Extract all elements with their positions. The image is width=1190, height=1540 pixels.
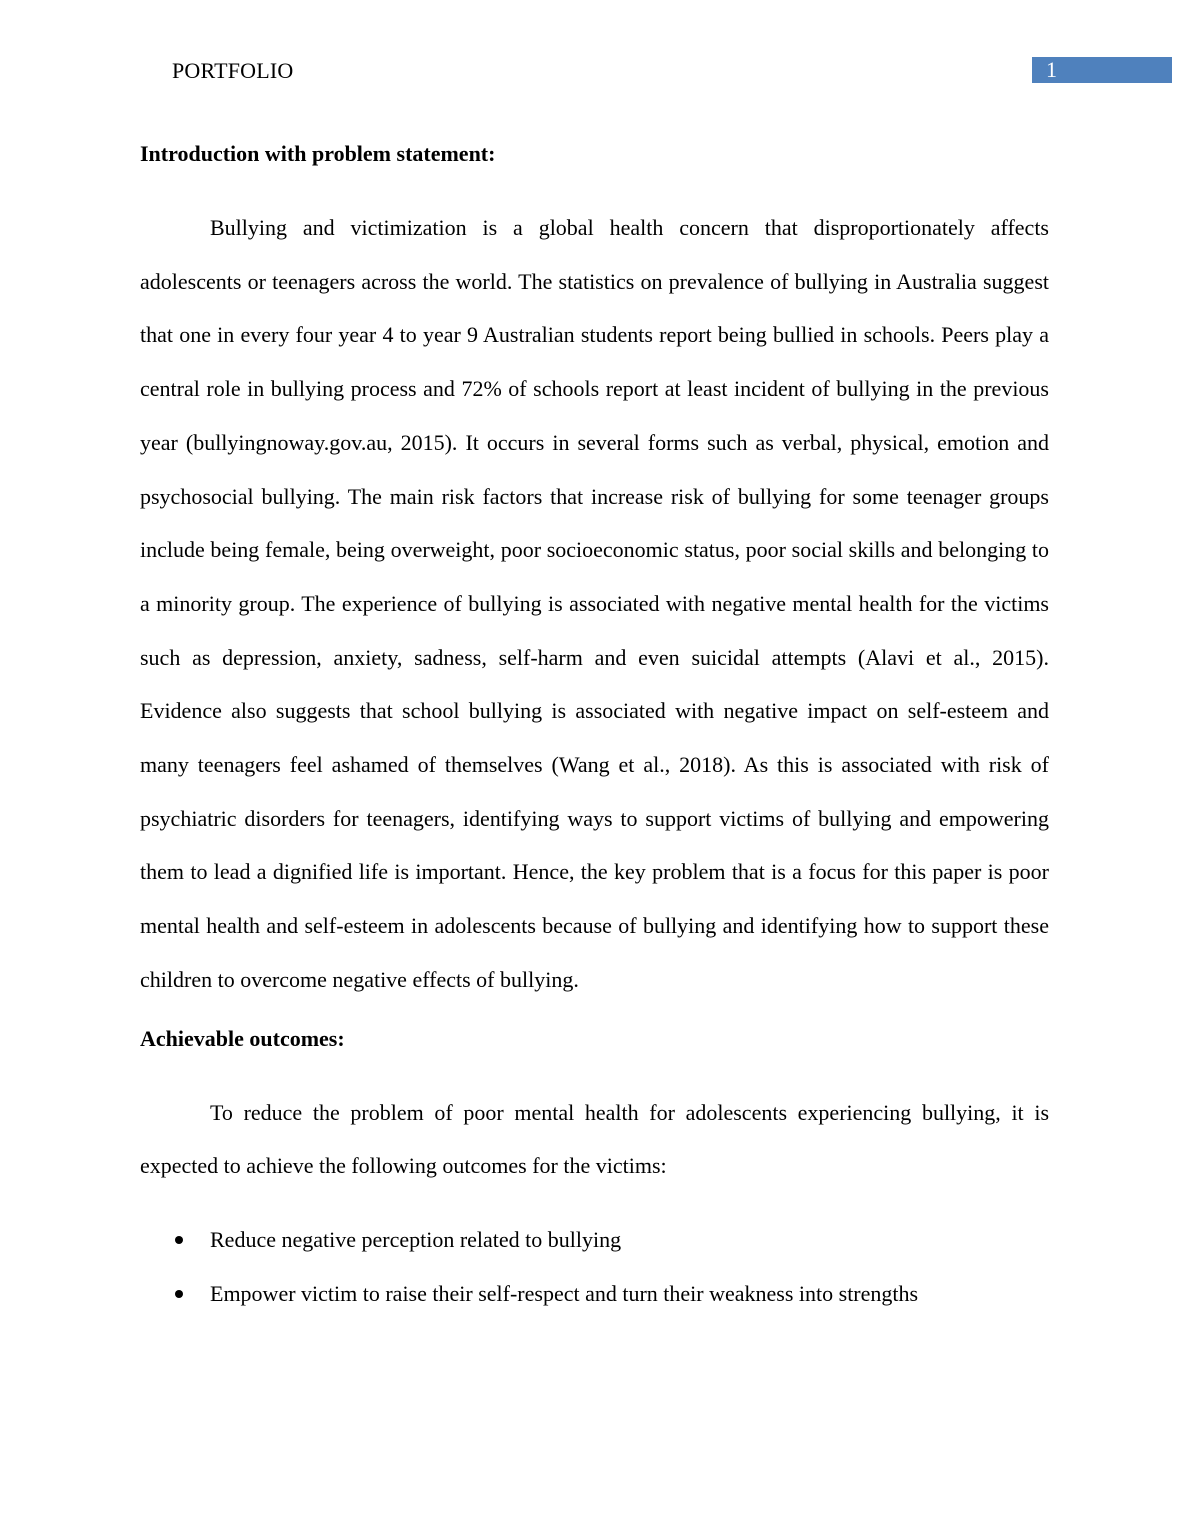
list-item <box>140 1267 1049 1321</box>
intro-heading: Introduction with problem statement: <box>140 141 496 166</box>
bullet-icon <box>175 1290 183 1298</box>
intro-paragraph: Bullying and victimization is a global health concern that disproportionately affects adolescents or teenagers across the world. The statistics on prevalence of bullying in Australia suggest that one in every four year 4 to year 9 Australian students report being bullied in schools. Peers play a central role in bullying process and 72% of schools report at least incident of bullying in the previous year (bullyingnoway.gov.au, 2015). It occurs in several forms such as verbal, physical, emotion and psychosocial bullying. The main risk factors that increase risk of bullying for some teenager groups include being female, being overweight, poor socioeconomic status, poor social skills and belonging to a minority group. The experience of bullying is associated with negative mental health for the victims such as depression, anxiety, sadness, self-harm and even suicidal attempts (Alavi et al., 2015). Evidence also suggests that school bullying is associated with negative impact on self-esteem and many teenagers feel ashamed of themselves (Wang et al., 2018). As this is associated with risk of psychiatric disorders for teenagers, identifying ways to support victims of bullying and empowering them to lead a dignified life is important. Hence, the key problem that is a focus for this paper is poor mental health and self-esteem in adolescents because of bullying and identifying how to support these children to overcome negative effects of bullying. <box>140 215 1049 992</box>
page-number: 1 <box>1046 57 1057 82</box>
list-item <box>140 1213 1049 1267</box>
document-body <box>140 135 1049 1320</box>
bullet-icon <box>175 1236 183 1244</box>
running-header-title: PORTFOLIO <box>172 58 294 83</box>
page-number-badge <box>1032 57 1172 83</box>
list-item-text: Empower victim to raise their self-respect and turn their weakness into strengths <box>210 1280 919 1306</box>
outcomes-heading: Achievable outcomes: <box>140 1025 345 1051</box>
outcomes-paragraph: To reduce the problem of poor mental health for adolescents experiencing bullying, it is expected to achieve the following outcomes for the victims: <box>140 1099 1049 1179</box>
list-item-text: Reduce negative perception related to bullying <box>210 1226 622 1252</box>
outcomes-list <box>140 1213 1049 1320</box>
